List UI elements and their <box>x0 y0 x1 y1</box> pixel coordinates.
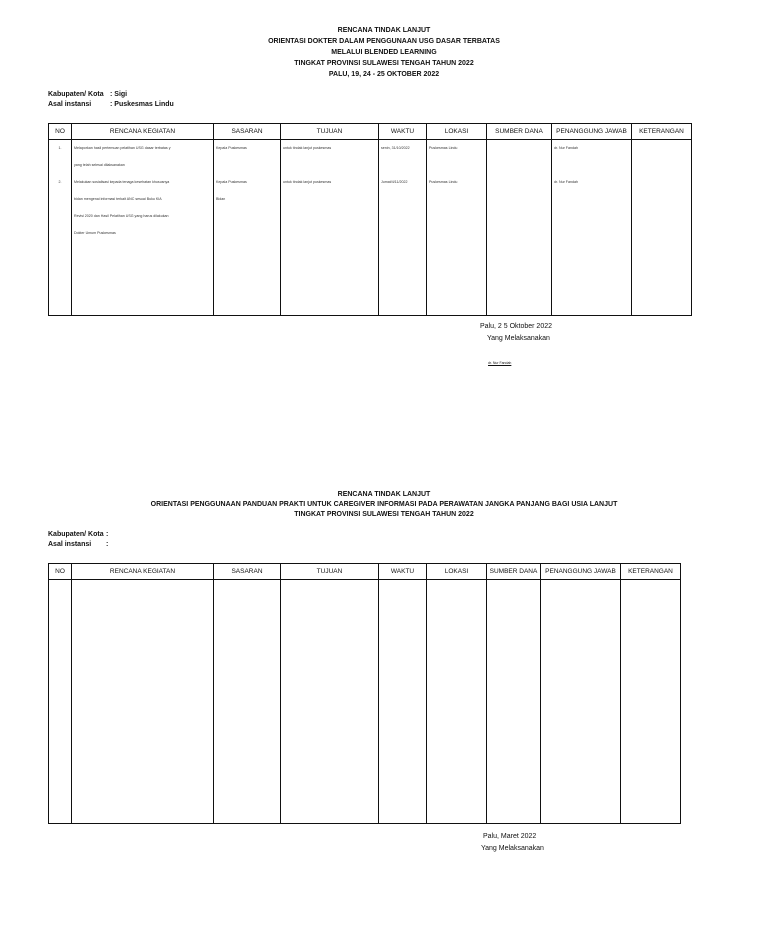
col-header-penanggung-jawab: PENANGGUNG JAWAB <box>541 564 621 580</box>
asal-instansi-value: : Puskesmas Lindu <box>110 101 174 108</box>
col-header-penanggung-jawab: PENANGGUNG JAWAB <box>552 124 632 140</box>
form1-title-line: ORIENTASI DOKTER DALAM PENGGUNAAN USG DASAR TERBATAS <box>268 38 500 45</box>
col-header-tujuan: TUJUAN <box>281 564 379 580</box>
form1-title-line: MELALUI BLENDED LEARNING <box>331 49 437 56</box>
waktu-cell <box>379 580 427 824</box>
table-header-row <box>49 564 681 580</box>
col-header-waktu: WAKTU <box>379 124 427 140</box>
waktu-cell <box>379 140 427 316</box>
tujuan-line: untuk tindak lanjut puskesmas <box>283 180 332 184</box>
col-header-lokasi: LOKASI <box>427 124 487 140</box>
kabupaten-value: : <box>106 531 109 538</box>
form1-meta <box>48 90 174 110</box>
tujuan-line: untuk tindak lanjut puskesmas <box>283 146 332 150</box>
lokasi-cell <box>427 140 487 316</box>
kegiatan-line: bidan mengenai informasi terkait ANC sesuai Buku KIA <box>74 197 162 201</box>
col-header-waktu: WAKTU <box>379 564 427 580</box>
kegiatan-line: Revisi 2020 dan Hasil Pelatihan USG yang harus dilakukan <box>74 214 169 218</box>
col-header-tujuan: TUJUAN <box>281 124 379 140</box>
kegiatan-line: Dokter Umum Puskesmas <box>74 231 116 235</box>
form1-sign-role: Yang Melaksanakan <box>487 335 550 342</box>
form2-meta <box>48 530 108 550</box>
col-header-keterangan: KETERANGAN <box>632 124 692 140</box>
rencana-kegiatan-cell <box>72 580 214 824</box>
form1-sign-date: Palu, 2 5 Oktober 2022 <box>480 323 552 330</box>
pj-line: dr. Nur Fandah <box>554 180 578 184</box>
kegiatan-line: Melaporkan hasil pertemuan pelatihan USG dasar terbatas y <box>74 146 171 150</box>
kabupaten-label: Kabupaten/ Kota <box>48 531 104 538</box>
sumber-dana-cell <box>487 140 552 316</box>
row-no: 2. <box>58 180 62 184</box>
form2-title-line: RENCANA TINDAK LANJUT <box>337 491 431 498</box>
asal-instansi-label: Asal instansi <box>48 541 92 548</box>
pj-line: dr. Nur Fandah <box>554 146 578 150</box>
col-header-rencana-kegiatan: RENCANA KEGIATAN <box>72 564 214 580</box>
kegiatan-line: Melakukan sosialisasi kepada tenaga kesehatan khususnya <box>74 180 170 184</box>
rencana-kegiatan-cell <box>72 140 214 316</box>
sasaran-cell <box>214 580 281 824</box>
asal-instansi-value: : <box>106 541 109 548</box>
keterangan-cell <box>621 580 681 824</box>
row-numbers <box>49 140 72 316</box>
kabupaten-label: Kabupaten/ Kota <box>48 91 104 98</box>
table-row <box>49 580 681 824</box>
sasaran-line: Bidan <box>216 197 226 201</box>
form2-title-line: ORIENTASI PENGGUNAAN PANDUAN PRAKTI UNTUK CAREGIVER INFORMASI PADA PERAWATAN JANGKA PANJANG BAGI USIA LANJUT <box>150 501 618 508</box>
tujuan-cell <box>281 140 379 316</box>
form1-sign-name: dr. Nur Fandah <box>488 361 512 365</box>
col-header-lokasi: LOKASI <box>427 564 487 580</box>
form1-title <box>0 25 768 80</box>
form1-title-line: RENCANA TINDAK LANJUT <box>337 27 431 34</box>
col-header-rencana-kegiatan: RENCANA KEGIATAN <box>72 124 214 140</box>
lokasi-cell <box>427 580 487 824</box>
row-no: 1. <box>58 146 62 150</box>
kegiatan-line: yang telah selesai dilaksanakan <box>74 163 125 167</box>
lokasi-line: Puskesmas Lindu <box>429 146 458 150</box>
form2-sign-role: Yang Melaksanakan <box>481 845 544 852</box>
tujuan-cell <box>281 580 379 824</box>
col-header-sasaran: SASARAN <box>214 124 281 140</box>
no-cell <box>49 580 72 824</box>
sasaran-line: Kepala Puskesmas <box>216 180 247 184</box>
penanggung-jawab-cell <box>552 140 632 316</box>
form2-table <box>48 563 681 824</box>
form2-title <box>0 490 768 520</box>
table-header-row <box>49 124 692 140</box>
kabupaten-value: : Sigi <box>110 91 128 98</box>
lokasi-line: Puskesmas Lindu <box>429 180 458 184</box>
col-header-no: NO <box>49 564 72 580</box>
form1-table <box>48 123 692 316</box>
asal-instansi-label: Asal instansi <box>48 101 92 108</box>
penanggung-jawab-cell <box>541 580 621 824</box>
keterangan-cell <box>632 140 692 316</box>
col-header-sasaran: SASARAN <box>214 564 281 580</box>
waktu-line: senin, 31/10/2022 <box>381 146 410 150</box>
form2-sign-date: Palu, Maret 2022 <box>483 833 537 840</box>
col-header-keterangan: KETERANGAN <box>621 564 681 580</box>
col-header-sumber-dana: SUMBER DANA <box>487 124 552 140</box>
col-header-no: NO <box>49 124 72 140</box>
form1-title-line: TINGKAT PROVINSI SULAWESI TENGAH TAHUN 2022 <box>294 60 474 67</box>
col-header-sumber-dana: SUMBER DANA <box>487 564 541 580</box>
form2-title-line: TINGKAT PROVINSI SULAWESI TENGAH TAHUN 2022 <box>294 511 474 518</box>
table-row <box>49 140 692 316</box>
sasaran-cell <box>214 140 281 316</box>
waktu-line: Jumat/4/11/2022 <box>381 180 408 184</box>
form1-title-line: PALU, 19, 24 - 25 OKTOBER 2022 <box>328 71 440 78</box>
sumber-dana-cell <box>487 580 541 824</box>
sasaran-line: Kepala Puskesmas <box>216 146 247 150</box>
